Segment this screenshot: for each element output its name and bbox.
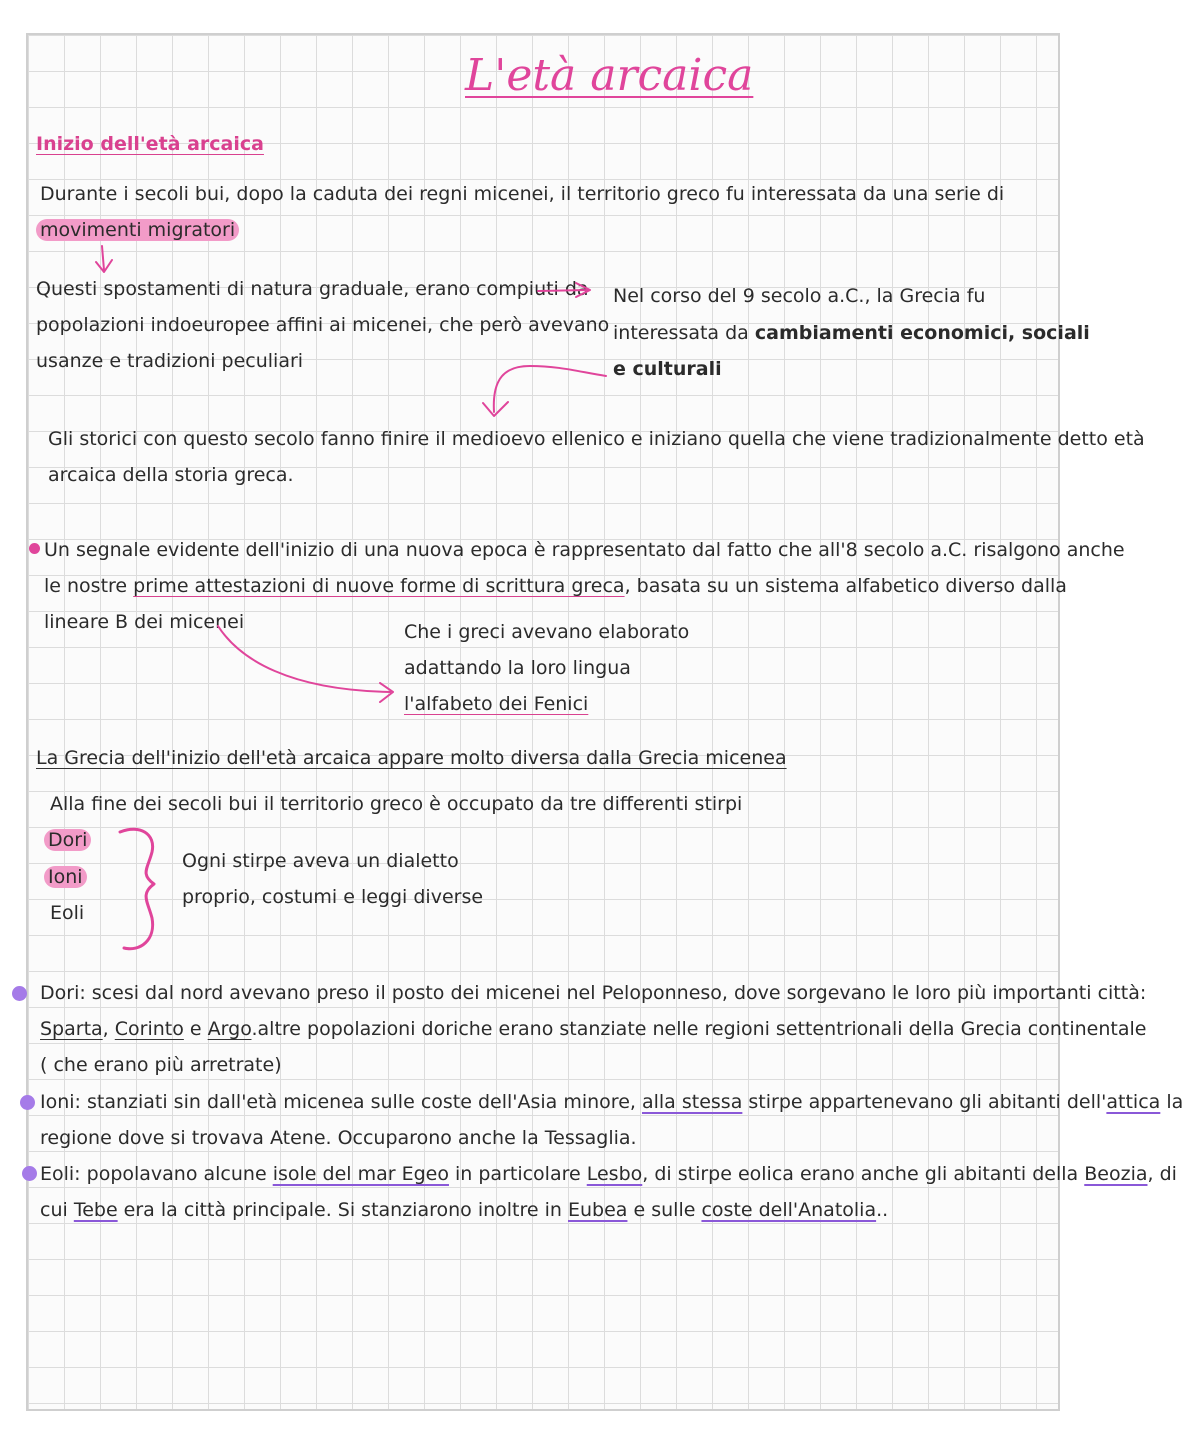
text-line: proprio, costumi e leggi diverse [182,886,484,908]
curly-brace-icon [120,829,154,949]
text-line: popolazioni indoeuropee affini ai micenei, che però avevano [36,314,610,336]
text-span: interessata da [613,322,755,344]
stirpe-item: Eoli [50,902,85,924]
underlined-text: Corinto [114,1018,184,1040]
underlined-text: Sparta [40,1018,103,1040]
text-span: cui [40,1199,74,1221]
text-line: Nel corso del 9 secolo a.C., la Grecia fu [613,285,986,307]
text-span: la [1160,1091,1183,1113]
text-line: Durante i secoli bui, dopo la caduta dei regni micenei, il territorio greco fu interessata da una serie di [40,183,1005,205]
text-span: era la città principale. Si stanziarono inoltre in [117,1199,568,1221]
highlight-ioni: Ioni [44,866,87,888]
text-span: , [102,1018,115,1040]
text-line: Un segnale evidente dell'inizio di una nuova epoca è rappresentato dal fatto che all'8 secolo a.C. risalgono anche [44,539,1125,561]
page-title: L'età arcaica [465,50,754,101]
underlined-text: Beozia [1084,1163,1148,1185]
arrow-down-icon [96,246,112,272]
text-line: lineare B dei micenei [44,611,245,633]
text-line: Ogni stirpe aveva un dialetto [182,850,459,872]
text-span: in particolare [448,1163,587,1185]
text-span: stirpe appartenevano gli abitanti dell' [742,1091,1107,1113]
underlined-text: alla stessa [641,1091,743,1113]
text-span: le nostre [44,575,134,597]
text-span: e sulle [627,1199,702,1221]
text-line: Questi spostamenti di natura graduale, erano compiuti da [36,278,589,300]
text-span: .. [876,1199,889,1221]
text-line: Dori: scesi dal nord avevano preso il posto dei micenei nel Peloponneso, dove sorgevano le loro più importanti città: [40,982,1147,1004]
text-span: e [183,1018,208,1040]
bold-text: e culturali [613,358,722,380]
text-line: ( che erano più arretrate) [40,1054,282,1076]
curved-arrow-icon [218,626,393,702]
highlight-dori: Dori [44,829,91,851]
text-span: , di [1147,1163,1177,1185]
section-heading-inizio: Inizio dell'età arcaica [36,133,264,155]
underlined-text: l'alfabeto dei Fenici [404,693,589,715]
text-span: , basata su un sistema alfabetico diverso dalla [624,575,1067,597]
underlined-text: Argo [207,1018,252,1040]
underlined-text: attica [1106,1091,1161,1113]
underlined-text: Tebe [73,1199,118,1221]
text-line: Alla fine dei secoli bui il territorio greco è occupato da tre differenti stirpi [50,793,743,815]
text-span: Ioni: stanziati sin dall'età micenea sulle coste dell'Asia minore, [40,1091,642,1113]
curved-arrow-icon [483,366,606,416]
text-span: Eoli: popolavano alcune [40,1163,273,1185]
underlined-text: Eubea [568,1199,628,1221]
text-line: Gli storici con questo secolo fanno finire il medioevo ellenico e iniziano quella che viene tradizionalmente detto età [48,428,1145,450]
text-line: Che i greci avevano elaborato [404,621,690,643]
text-line: adattando la loro lingua [404,657,631,679]
underlined-text: coste dell'Anatolia [701,1199,877,1221]
text-span: .altre popolazioni doriche erano stanziate nelle regioni settentrionali della Grecia continentale [251,1018,1147,1040]
bold-text: cambiamenti economici, sociali [754,322,1090,344]
text-line: usanze e tradizioni peculiari [36,350,304,372]
underlined-text: isole del mar Egeo [272,1163,449,1185]
underlined-text: Lesbo [586,1163,643,1185]
section-heading-grecia: La Grecia dell'inizio dell'età arcaica appare molto diversa dalla Grecia micenea [36,747,787,769]
underlined-text: prime attestazioni di nuove forme di scrittura greca [133,575,625,597]
text-line: regione dove si trovava Atene. Occuparono anche la Tessaglia. [40,1127,637,1149]
arrow-right-icon [538,283,590,297]
highlight-movimenti: movimenti migratori [36,219,239,241]
text-line: arcaica della storia greca. [48,464,294,486]
text-span: , di stirpe eolica erano anche gli abitanti della [642,1163,1085,1185]
